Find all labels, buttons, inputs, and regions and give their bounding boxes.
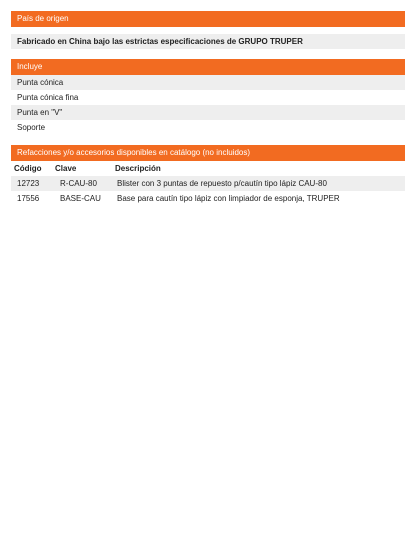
- cell-key: BASE-CAU: [60, 194, 101, 203]
- accessories-table-header: [11, 161, 405, 176]
- cell-description: Blister con 3 puntas de repuesto p/cautín tipo lápiz CAU-80: [117, 179, 327, 188]
- include-item: Soporte: [17, 123, 46, 132]
- table-row: [11, 191, 405, 206]
- cell-description: Base para cautín tipo lápiz con limpiador de esponja, TRUPER: [117, 194, 340, 203]
- include-item: Punta cónica fina: [17, 93, 79, 102]
- cell-code: 12723: [17, 179, 40, 188]
- cell-code: 17556: [17, 194, 40, 203]
- column-header-code: Código: [14, 164, 42, 173]
- column-header-key: Clave: [55, 164, 77, 173]
- column-header-description: Descripción: [115, 164, 161, 173]
- origin-text: Fabricado en China bajo las estrictas especificaciones de GRUPO TRUPER: [11, 34, 405, 49]
- table-row: [11, 176, 405, 191]
- include-item: Punta cónica: [11, 75, 405, 90]
- includes-section-header: Incluye: [11, 59, 405, 75]
- cell-key: R-CAU-80: [60, 179, 97, 188]
- spec-sheet: [11, 11, 405, 206]
- include-item: Punta en "V": [11, 105, 405, 120]
- accessories-section-header: Refacciones y/o accesorios disponibles en catálogo (no incluidos): [11, 145, 405, 161]
- origin-section-header: País de origen: [11, 11, 405, 27]
